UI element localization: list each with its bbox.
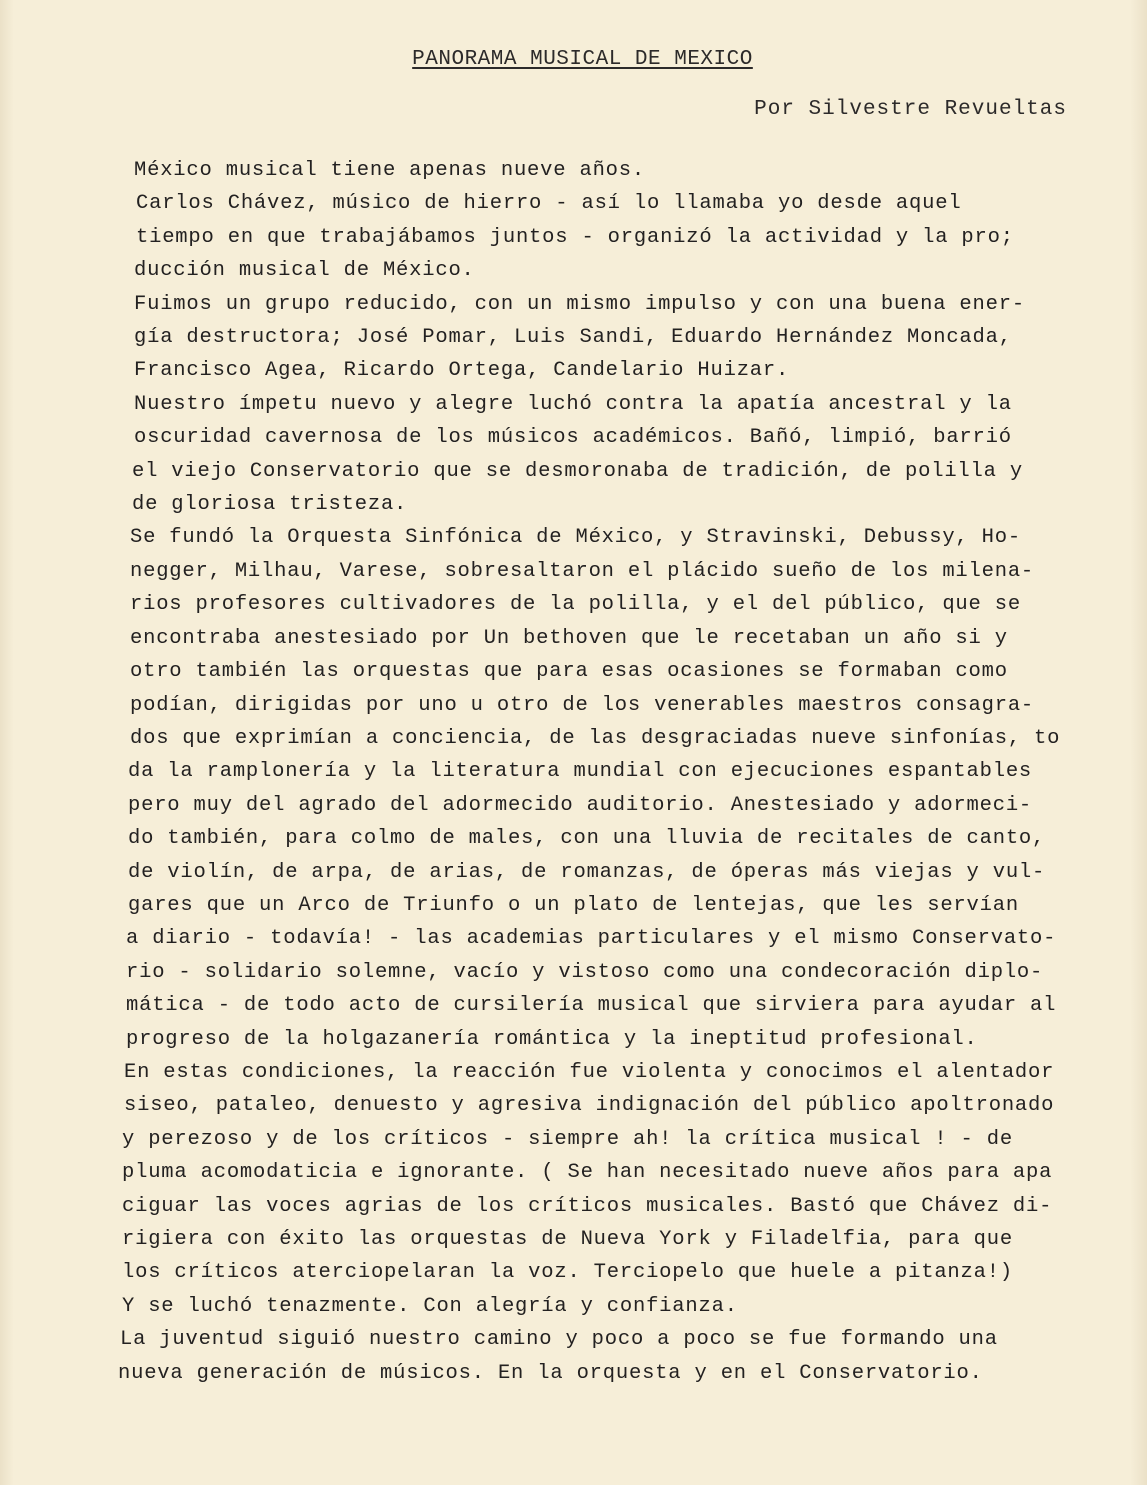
body-line: pluma acomodaticia e ignorante. ( Se han necesitado nueve años para apa [122,1161,1053,1185]
body-line: Nuestro ímpetu nuevo y alegre luchó contra la apatía ancestral y la [134,392,1012,416]
body-line: otro también las orquestas que para esas ocasiones se formaban como [130,660,1008,684]
document-author: Por Silvestre Revueltas [754,98,1067,121]
body-line: rio - solidario solemne, vacío y vistoso como una condecoración diplo- [126,960,1044,984]
body-line: da la ramplonería y la literatura mundial con ejecuciones espantables [128,760,1033,784]
body-line: el viejo Conservatorio que se desmoronaba de tradición, de polilla y [132,459,1023,483]
body-line: progreso de la holgazanería romántica y la ineptitud profesional. [126,1027,978,1051]
body-line: ciguar las voces agrias de los críticos musicales. Bastó que Chávez di- [122,1194,1053,1218]
body-line: tiempo en que trabajábamos juntos - organizó la actividad y la pro; [136,225,1014,249]
body-line: gía destructora; José Pomar, Luis Sandi, Eduardo Hernández Moncada, [134,326,1012,350]
body-line: podían, dirigidas por uno u otro de los venerables maestros consagra- [130,693,1035,717]
body-line: Y se luchó tenazmente. Con alegría y confianza. [122,1294,738,1318]
body-line: oscuridad cavernosa de los músicos académicos. Bañó, limpió, barrió [134,426,1012,450]
body-line: a diario - todavía! - las academias particulares y el mismo Conservato- [126,927,1057,951]
body-line: negger, Milhau, Varese, sobresaltaron el plácido sueño de los milena- [130,559,1035,583]
body-line: gares que un Arco de Triunfo o un plato de lentejas, que les servían [128,893,1019,917]
body-line: La juventud siguió nuestro camino y poco a poco se fue formando una [120,1328,998,1352]
body-line: nueva generación de músicos. En la orquesta y en el Conservatorio. [118,1361,983,1385]
body-line: de violín, de arpa, de arias, de romanzas, de óperas más viejas y vul- [128,860,1046,884]
body-line: encontraba anestesiado por Un bethoven que le recetaban un año si y [130,626,1008,650]
body-line: y perezoso y de los críticos - siempre ah! la crítica musical ! - de [122,1127,1013,1151]
body-line: Fuimos un grupo reducido, con un mismo impulso y con una buena ener- [134,292,1025,316]
body-line: siseo, pataleo, denuesto y agresiva indignación del público apoltronado [124,1094,1055,1118]
body-line: ducción musical de México. [134,259,475,283]
body-line: dos que exprimían a conciencia, de las desgraciadas nueve sinfonías, to [130,726,1061,750]
document-title: PANORAMA MUSICAL DE MEXICO [412,48,753,71]
body-line: Francisco Agea, Ricardo Ortega, Candelario Huizar. [134,359,790,383]
body-line: de gloriosa tristeza. [132,493,408,517]
body-line: rigiera con éxito las orquestas de Nueva York y Filadelfia, para que [122,1228,1013,1251]
body-line: do también, para colmo de males, con una lluvia de recitales de canto, [128,827,1046,851]
body-line: los críticos aterciopelaran la voz. Terciopelo que huele a pitanza!) [122,1261,1013,1285]
body-line: rios profesores cultivadores de la polilla, y el del público, que se [130,593,1021,617]
body-line: pero muy del agrado del adormecido auditorio. Anestesiado y adormeci- [128,793,1033,817]
body-line: México musical tiene apenas nueve años. [134,159,645,182]
body-text [118,154,1122,1390]
body-line: Se fundó la Orquesta Sinfónica de México, y Stravinski, Debussy, Ho- [130,526,1021,550]
body-line: En estas condiciones, la reacción fue violenta y conocimos el alentador [124,1060,1055,1084]
body-line: Carlos Chávez, músico de hierro - así lo llamaba yo desde aquel [136,192,962,216]
body-line: mática - de todo acto de cursilería musical que sirviera para ayudar al [126,994,1057,1018]
